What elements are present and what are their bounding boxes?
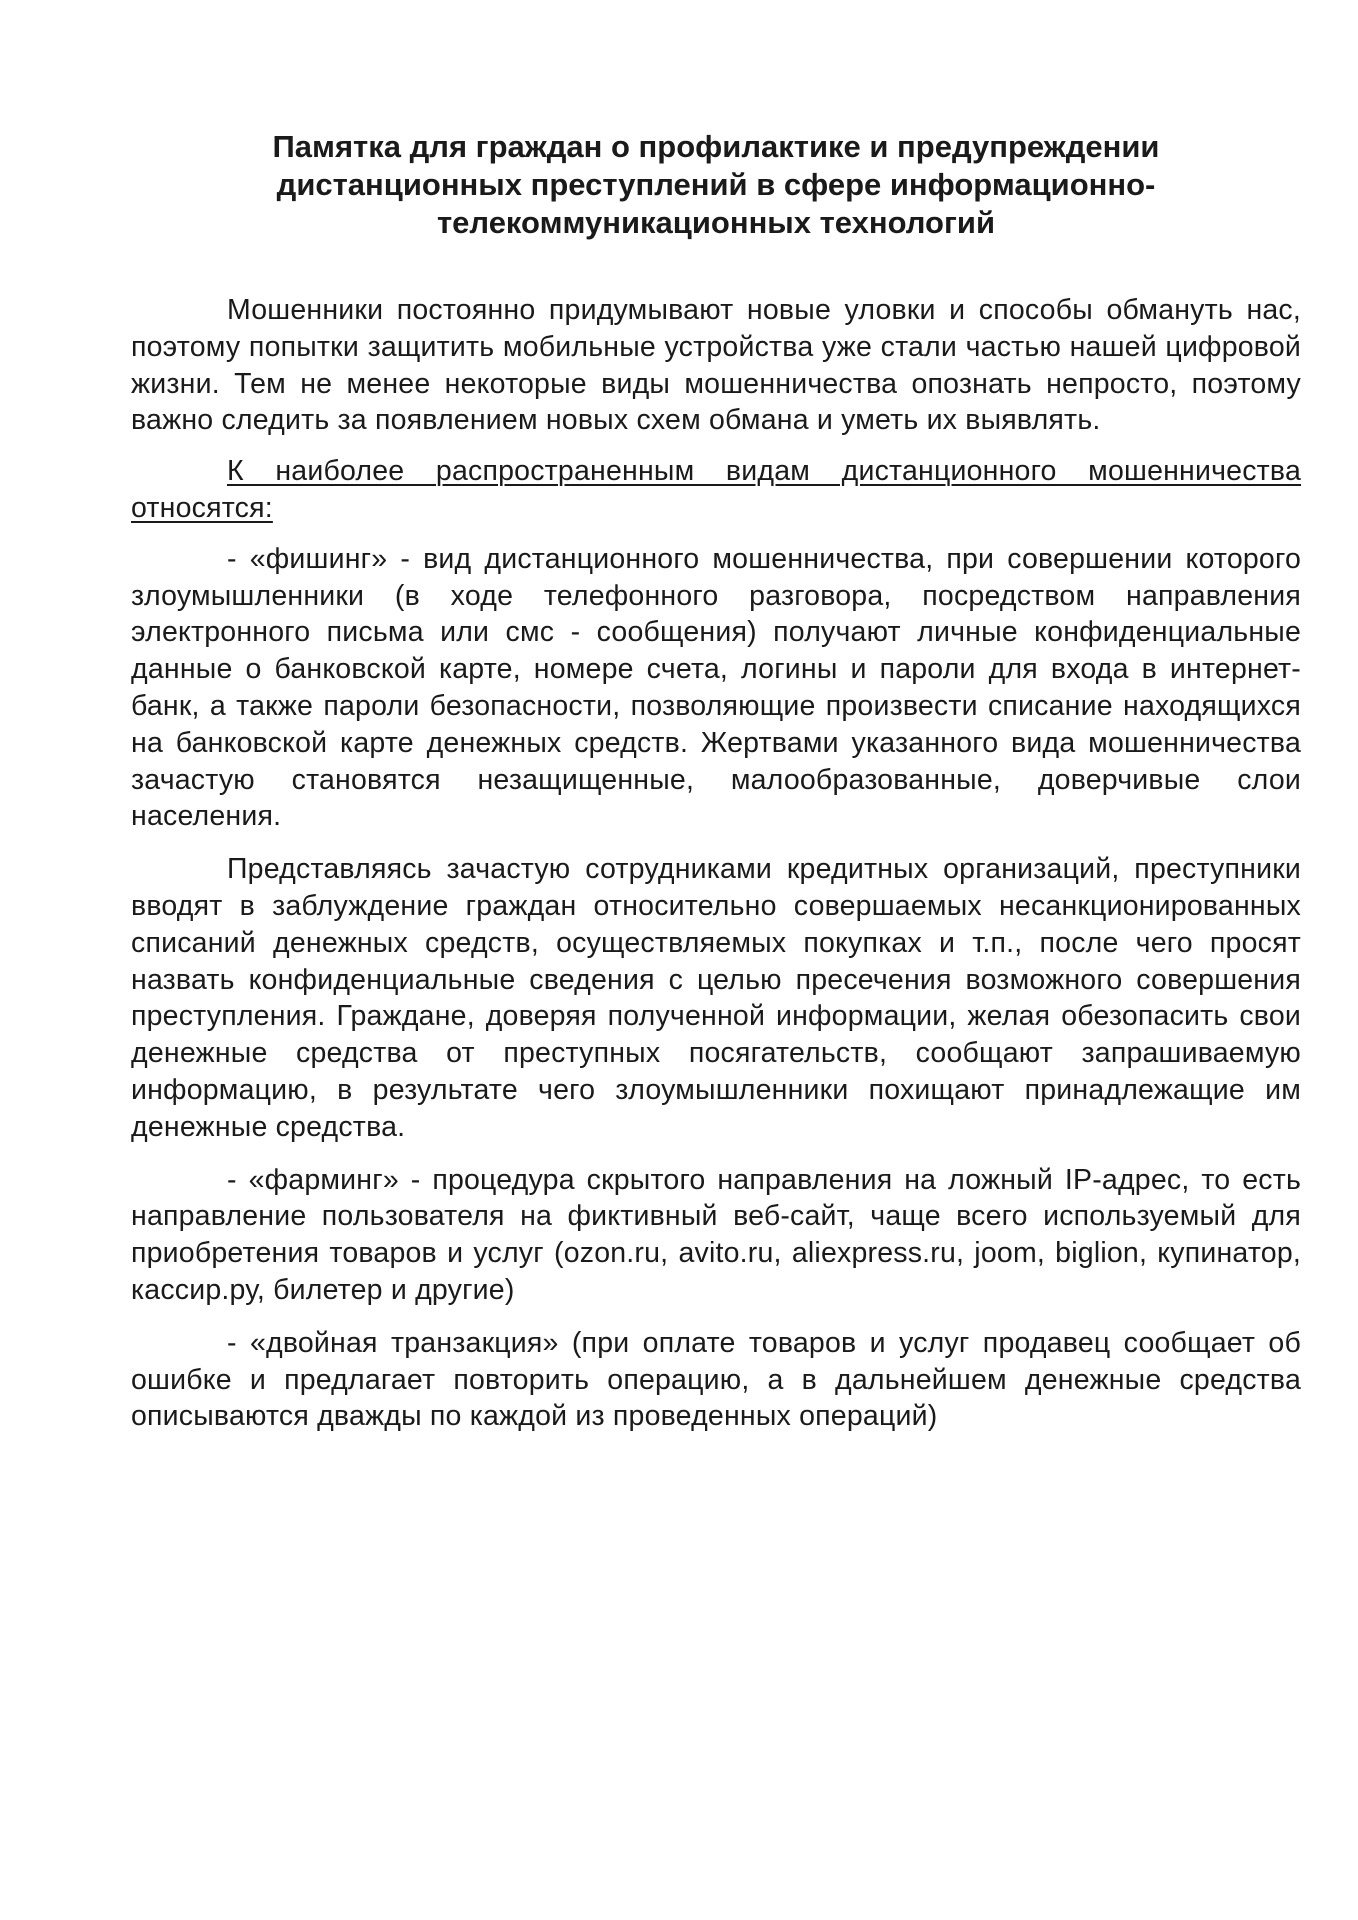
document-page [131,128,1301,1435]
intro-paragraph: Мошенники постоянно придумывают новые уловки и способы обмануть нас, поэтому попытки защитить мобильные устройства уже стали частью нашей цифровой жизни. Тем не менее некоторые виды мошенничества опознать непросто, поэтому важно следить за появлением новых схем обмана и уметь их выявлять. [131,294,1301,437]
title-line-2: дистанционных преступлений в сфере информационно- [276,167,1156,202]
types-heading-paragraph [131,453,1301,527]
title-line-3: телекоммуникационных технологий [436,205,996,240]
title-line-1: Памятка для граждан о профилактике и предупреждении [272,129,1160,164]
phishing-paragraph: - «фишинг» - вид дистанционного мошенничества, при совершении которого злоумышленники (в ходе телефонного разговора, посредством направления электронного письма или смс - сообщения) получают личные конфиденциальные данные о банковской карте, номере счета, логины и пароли для входа в интернет-банк, а также пароли безопасности, позволяющие произвести списание находящихся на банковской карте денежных средств. Жертвами указанного вида мошенничества зачастую становятся незащищенные, малообразованные, доверчивые слои населения. [131,542,1301,833]
double-transaction-paragraph: - «двойная транзакция» (при оплате товаров и услуг продавец сообщает об ошибке и предлагает повторить операцию, а в дальнейшем денежные средства описываются дважды по каждой из проведенных операций) [131,1326,1301,1433]
pharming-paragraph: - «фарминг» - процедура скрытого направления на ложный IP-адрес, то есть направление пользователя на фиктивный веб-сайт, чаще всего используемый для приобретения товаров и услуг (ozon.ru, avito.ru, aliexpress.ru, joom, biglion, купинатор, кассир.ру, билетер и другие) [131,1163,1301,1306]
document-title [131,128,1301,242]
impersonation-paragraph: Представляясь зачастую сотрудниками кредитных организаций, преступники вводят в заблуждение граждан относительно совершаемых несанкционированных списаний денежных средств, осуществляемых покупках и т.п., после чего просят назвать конфиденциальные сведения с целью пресечения возможного совершения преступления. Граждане, доверяя полученной информации, желая обезопасить свои денежные средства от преступных посягательств, сообщают запрашиваемую информацию, в результате чего злоумышленники похищают принадлежащие им денежные средства. [131,853,1301,1143]
types-heading-text: К наиболее распространенным видам дистанционного мошенничества относятся: [131,455,1301,524]
